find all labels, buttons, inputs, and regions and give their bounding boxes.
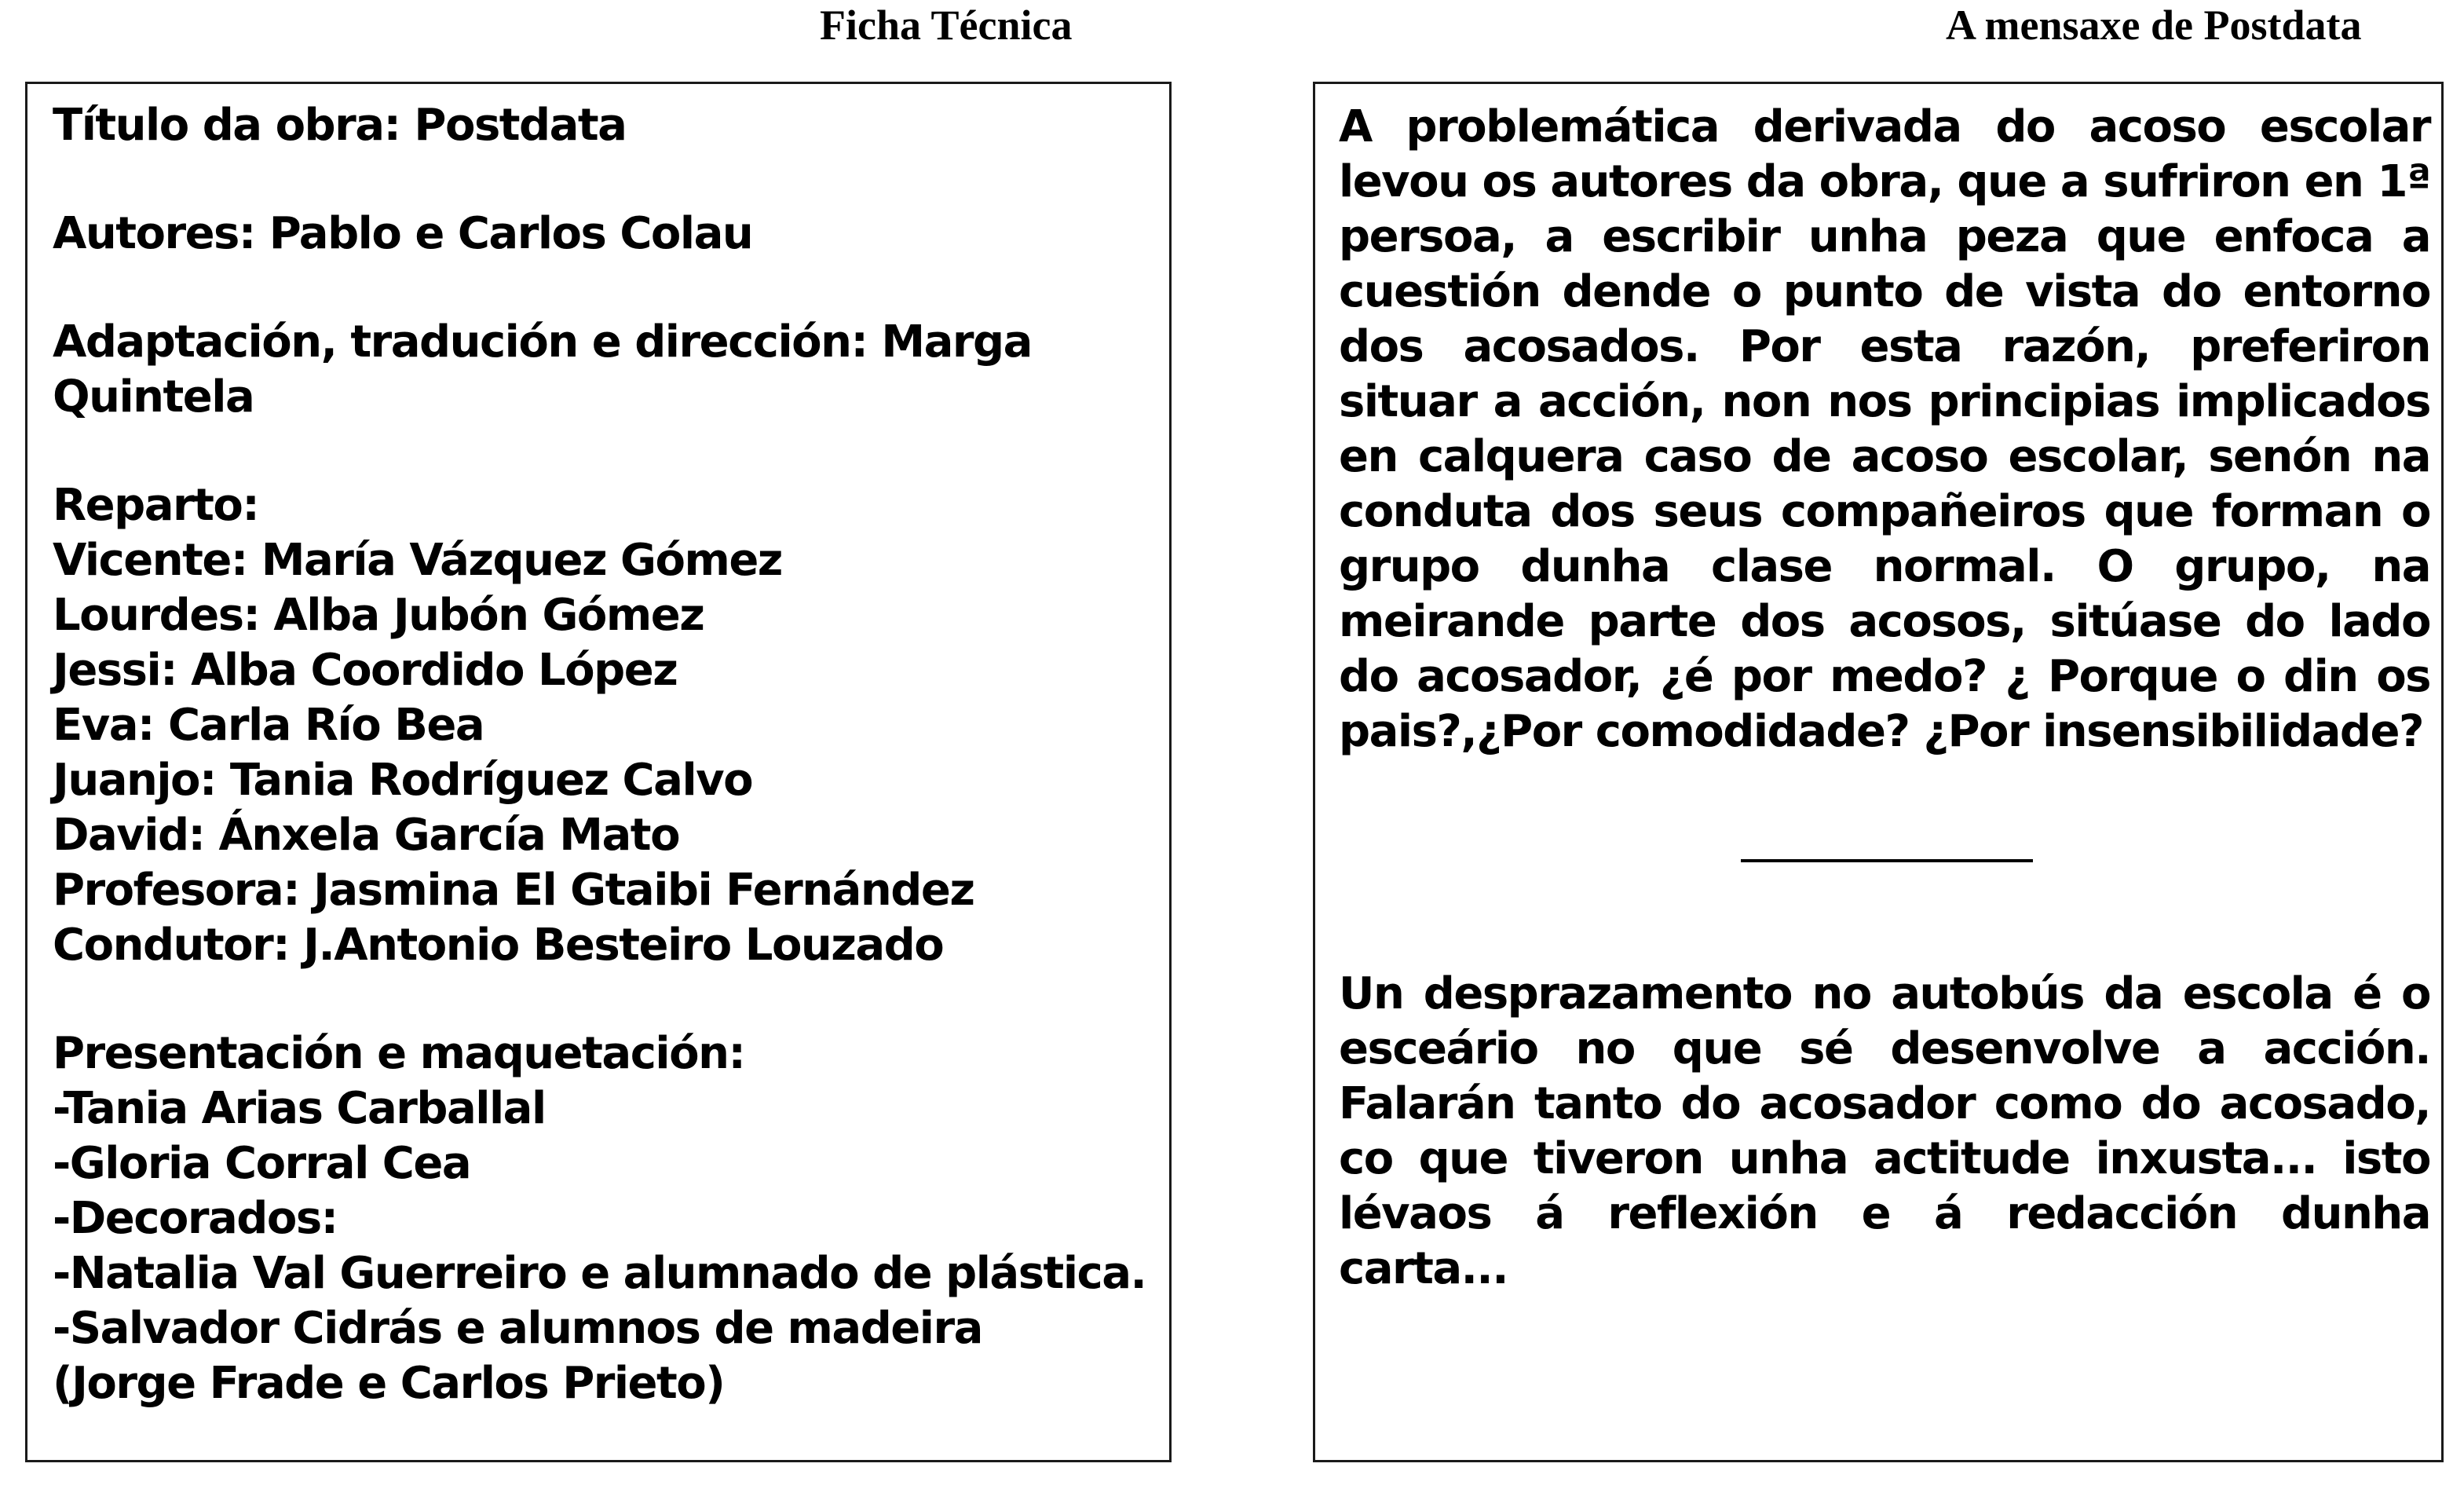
cast-member: Vicente: María Vázquez Gómez bbox=[53, 535, 782, 586]
cast-member: Lourdes: Alba Jubón Gómez bbox=[53, 590, 704, 641]
mensaxe-paragraph-2: Un desprazamento no autobús da escola é o esceário no que sé desenvolve a acción. Falarán tanto do acosador como do acosado, co que tiveron unha actitude inxusta... isto lévaos á reflexión e á redacción dunha carta... bbox=[1339, 968, 2430, 1294]
mensaxe-heading: A mensaxe de Postdata bbox=[1946, 2, 2362, 49]
cast-member: Eva: Carla Río Bea bbox=[53, 700, 484, 751]
spacer bbox=[53, 425, 1146, 478]
spacer bbox=[53, 153, 1146, 207]
mensaxe-paragraph-1: A problemática derivada do acoso escolar levou os autores da obra, que a sufriron en 1ª persoa, a escribir unha peza que enfoca a cuestión dende o punto de vista do entorno dos acosados. Por esta razón, preferiron situar a acción, non nos principias implicados en calquera caso de acoso escolar, senón na conduta dos seus compañeiros que forman o grupo dunha clase normal. O grupo, na meirande parte dos acosos, sitúase do lado do acosador, ¿é por medo? ¿ Porque o din os pais?,¿Por comodidade? ¿Por insensibilidade? bbox=[1339, 101, 2430, 757]
credit-line: (Jorge Frade e Carlos Prieto) bbox=[53, 1358, 725, 1409]
authors-line: Autores: Pablo e Carlos Colau bbox=[53, 208, 753, 259]
ficha-tecnica-panel bbox=[25, 82, 1172, 1462]
mensaxe-panel bbox=[1313, 82, 2444, 1462]
credit-line: -Tania Arias Carballal bbox=[53, 1083, 546, 1134]
cast-member: Condutor: J.Antonio Besteiro Louzado bbox=[53, 920, 944, 971]
spacer bbox=[53, 973, 1146, 1026]
cast-member: David: Ánxela García Mato bbox=[53, 810, 680, 861]
cast-heading: Reparto: bbox=[53, 480, 259, 531]
spacer bbox=[53, 262, 1146, 315]
ficha-tecnica-content bbox=[53, 98, 1146, 1411]
cast-member: Jessi: Alba Coordido López bbox=[53, 645, 678, 696]
credit-line: -Salvador Cidrás e alumnos de madeira bbox=[53, 1303, 982, 1354]
adaptation-line-continued: Quintela bbox=[53, 371, 254, 423]
adaptation-line: Adaptación, tradución e dirección: Marga bbox=[53, 316, 1032, 368]
credit-line: -Decorados: bbox=[53, 1193, 338, 1244]
cast-member: Profesora: Jasmina El Gtaibi Fernández bbox=[53, 865, 974, 916]
title-line: Título da obra: Postdata bbox=[53, 100, 627, 151]
credit-line: -Natalia Val Guerreiro e alumnado de plástica. bbox=[53, 1248, 1146, 1299]
cast-member: Juanjo: Tania Rodríguez Calvo bbox=[53, 755, 753, 806]
section-divider bbox=[1741, 859, 2033, 862]
ficha-tecnica-heading: Ficha Técnica bbox=[820, 2, 1073, 49]
credit-line: -Gloria Corral Cea bbox=[53, 1138, 471, 1189]
presentation-heading: Presentación e maquetación: bbox=[53, 1028, 745, 1079]
